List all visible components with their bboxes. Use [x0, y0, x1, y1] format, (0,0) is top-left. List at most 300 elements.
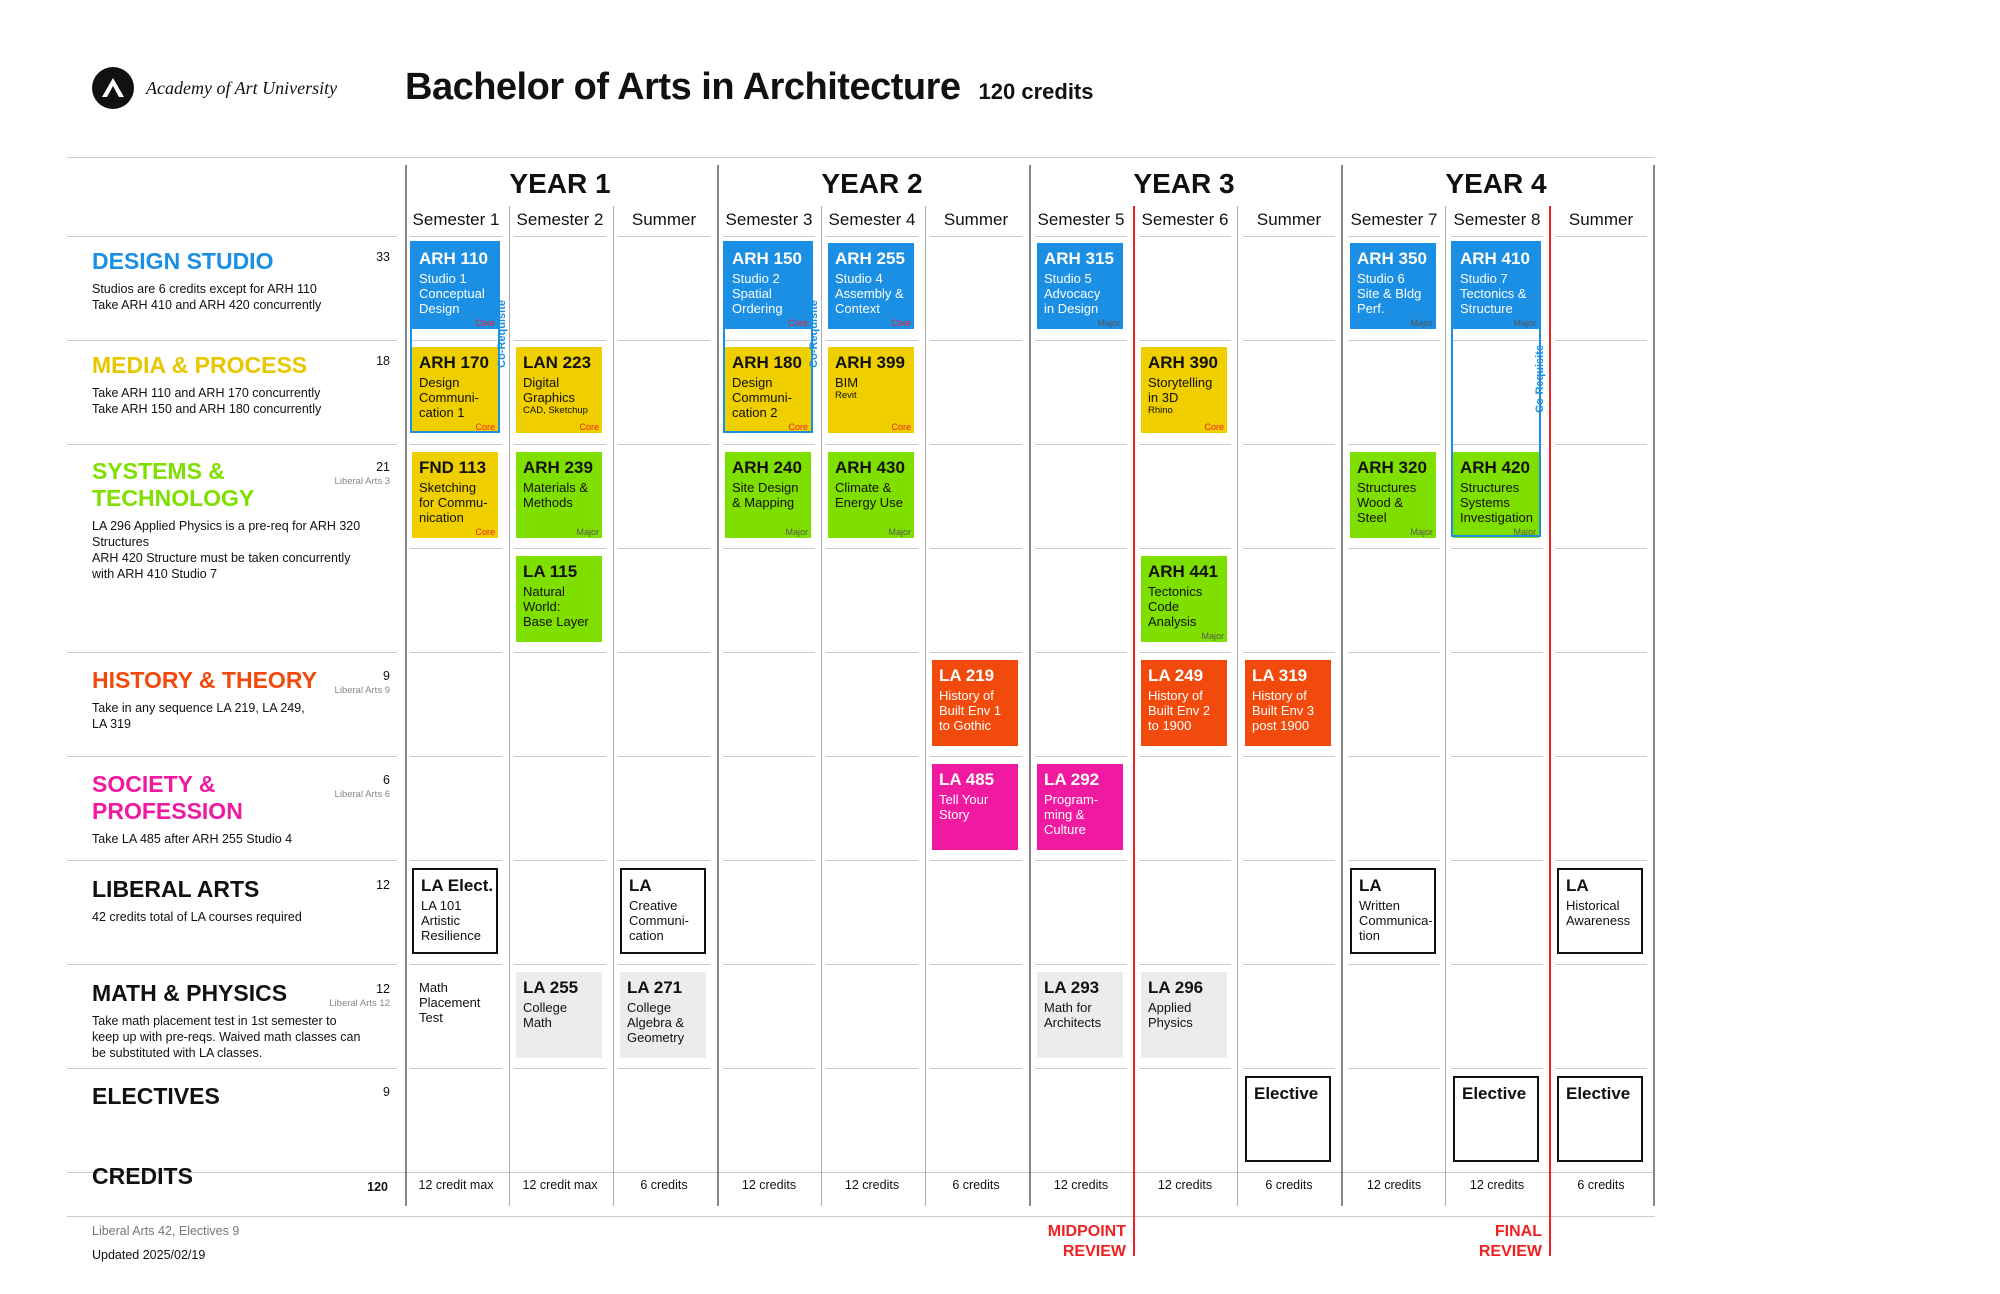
course-tag: Core — [475, 318, 495, 328]
row-divider-cell — [514, 548, 606, 549]
row-divider-cell — [930, 1068, 1022, 1069]
category-title: MEDIA & PROCESS — [92, 352, 308, 378]
row-divider-cell — [410, 236, 502, 237]
row-divider-cell — [1555, 860, 1647, 861]
credits-rule — [67, 1172, 1655, 1173]
row-divider-cell — [723, 860, 815, 861]
row-divider-cell — [1243, 1068, 1335, 1069]
course-tag: Major — [785, 527, 808, 537]
page-title: Bachelor of Arts in Architecture — [405, 66, 961, 108]
bottom-rule — [67, 1216, 1655, 1217]
course-code: Elective — [1462, 1084, 1527, 1103]
year-divider — [1341, 165, 1343, 1206]
course-software: Revit — [835, 390, 857, 401]
course-name: Materials & Methods — [523, 480, 589, 510]
category-note: Take in any sequence LA 219, LA 249, LA 319 — [92, 701, 305, 731]
course-name: Site Design & Mapping — [732, 480, 799, 510]
row-divider-cell — [410, 1068, 502, 1069]
course-name: BIM — [835, 375, 859, 390]
semester-heading: Semester 2 — [516, 210, 604, 229]
row-divider-cell — [1555, 236, 1647, 237]
course-card[interactable] — [1141, 972, 1227, 1058]
category-title: SOCIETY & PROFESSION — [92, 771, 243, 824]
course-name: Studio 7 Tectonics & Structure — [1460, 271, 1527, 316]
year-divider — [405, 165, 407, 1206]
row-divider-cell — [930, 652, 1022, 653]
course-name: Math for Architects — [1044, 1000, 1102, 1030]
row-divider-cell — [1555, 444, 1647, 445]
row-divider-cell — [1348, 548, 1440, 549]
course-name: Design Communi- cation 2 — [732, 375, 792, 420]
semester-heading: Semester 5 — [1037, 210, 1125, 229]
row-header — [92, 876, 392, 925]
row-divider-cell — [930, 964, 1022, 965]
category-title: ELECTIVES — [92, 1083, 220, 1109]
row-divider-cell — [826, 444, 918, 445]
row-divider-cell — [1348, 756, 1440, 757]
semester-heading: Semester 6 — [1141, 210, 1229, 229]
course-card[interactable] — [516, 972, 602, 1058]
course-name: Digital Graphics — [523, 375, 576, 405]
row-divider-cell — [618, 548, 710, 549]
course-card[interactable] — [620, 972, 706, 1058]
semester-credits: 12 credits — [1053, 1178, 1109, 1192]
course-code: ARH 350 — [1357, 249, 1427, 268]
semester-divider — [613, 206, 614, 1206]
row-divider-cell — [826, 860, 918, 861]
course-card[interactable] — [412, 972, 498, 1058]
course-name: Structures Wood & Steel — [1357, 480, 1417, 525]
row-divider-cell — [723, 652, 815, 653]
category-credits: 9 — [383, 669, 390, 683]
footer-updated: Updated 2025/02/19 — [92, 1248, 206, 1262]
course-code: ARH 240 — [732, 458, 802, 477]
category-title: HISTORY & THEORY — [92, 667, 317, 693]
row-divider-label — [67, 444, 397, 445]
row-divider-cell — [1035, 444, 1127, 445]
year-heading: YEAR 3 — [1133, 168, 1235, 199]
row-divider-cell — [514, 236, 606, 237]
category-note: Take math placement test in 1st semester to keep up with pre-reqs. Waived math classes can be substituted with LA classes. — [92, 1014, 361, 1060]
row-divider-cell — [1451, 964, 1543, 965]
row-divider-cell — [930, 236, 1022, 237]
row-divider-cell — [1243, 964, 1335, 965]
row-divider-cell — [514, 964, 606, 965]
row-divider-cell — [1451, 860, 1543, 861]
row-divider-cell — [930, 756, 1022, 757]
year-heading: YEAR 1 — [509, 168, 611, 199]
row-divider-cell — [1555, 756, 1647, 757]
course-code: Elective — [1254, 1084, 1319, 1103]
course-name: Creative Communi- cation — [629, 898, 689, 943]
row-divider-cell — [1243, 548, 1335, 549]
row-divider-cell — [618, 652, 710, 653]
row-divider-cell — [1243, 756, 1335, 757]
row-divider-cell — [1348, 444, 1440, 445]
course-card[interactable] — [725, 452, 811, 538]
course-card[interactable] — [620, 868, 706, 954]
university-logo — [92, 67, 337, 109]
course-name: LA 101 Artistic Resilience — [421, 898, 481, 943]
row-divider-cell — [410, 444, 502, 445]
row-divider-cell — [618, 340, 710, 341]
course-name: Math Placement Test — [419, 980, 481, 1025]
footer-la-summary: Liberal Arts 42, Electives 9 — [92, 1224, 240, 1238]
semester-divider — [1237, 206, 1238, 1206]
course-card[interactable] — [1037, 972, 1123, 1058]
row-divider-label — [67, 652, 397, 653]
course-card[interactable] — [828, 347, 914, 433]
course-name: Studio 2 Spatial Ordering — [732, 271, 783, 316]
row-divider-cell — [514, 652, 606, 653]
row-divider-label — [67, 964, 397, 965]
course-tag: Major — [1513, 527, 1536, 537]
row-divider-cell — [1243, 236, 1335, 237]
course-code: LA 271 — [627, 978, 683, 997]
row-divider-cell — [1555, 340, 1647, 341]
course-card[interactable] — [1350, 868, 1436, 954]
row-divider-cell — [826, 756, 918, 757]
year-heading: YEAR 2 — [821, 168, 923, 199]
course-card[interactable] — [828, 452, 914, 538]
semester-credits: 12 credit max — [418, 1178, 494, 1192]
row-divider-cell — [514, 860, 606, 861]
course-code: ARH 150 — [732, 249, 802, 268]
course-tag: Core — [579, 422, 599, 432]
category-credits: 12 — [376, 878, 390, 892]
category-note: LA 296 Applied Physics is a pre-req for ARH 320 Structures ARH 420 Structure must be taken concurrently with ARH 410 Studio 7 — [92, 519, 361, 581]
course-tag: Major — [888, 527, 911, 537]
row-divider-cell — [1139, 860, 1231, 861]
course-tag: Core — [788, 422, 808, 432]
row-divider-cell — [410, 652, 502, 653]
row-divider-label — [67, 756, 397, 757]
course-code: ARH 430 — [835, 458, 905, 477]
row-divider-cell — [1035, 964, 1127, 965]
course-name: Studio 1 Conceptual Design — [419, 271, 485, 316]
course-software: CAD, Sketchup — [523, 405, 588, 416]
semester-credits: 6 credits — [952, 1178, 1000, 1192]
semester-heading: Summer — [631, 210, 697, 229]
semester-heading: Summer — [1568, 210, 1634, 229]
final-review-label: FINAL REVIEW — [1478, 1223, 1542, 1260]
row-divider-cell — [930, 444, 1022, 445]
course-code: LA — [1359, 876, 1382, 895]
category-note: Take LA 485 after ARH 255 Studio 4 — [92, 832, 293, 846]
course-tag: Core — [891, 318, 911, 328]
corequisite-label: Co-Requisite — [496, 300, 508, 368]
semester-heading: Semester 4 — [828, 210, 916, 229]
row-divider-cell — [1555, 1068, 1647, 1069]
course-name: Tell Your Story — [939, 792, 989, 822]
row-divider-cell — [618, 756, 710, 757]
course-name: Historical Awareness — [1566, 898, 1631, 928]
row-divider-cell — [1139, 236, 1231, 237]
row-divider-cell — [1139, 756, 1231, 757]
course-card[interactable] — [1557, 868, 1643, 954]
row-divider-cell — [618, 444, 710, 445]
course-card[interactable] — [1245, 660, 1331, 746]
credits-label: CREDITS — [92, 1163, 193, 1189]
row-divider-cell — [1243, 444, 1335, 445]
course-code: ARH 170 — [419, 353, 489, 372]
course-tag: Major — [1410, 527, 1433, 537]
course-code: LA 292 — [1044, 770, 1100, 789]
course-code: ARH 239 — [523, 458, 593, 477]
category-note: 42 credits total of LA courses required — [92, 910, 302, 924]
row-divider-cell — [1243, 860, 1335, 861]
course-name: Storytelling in 3D — [1148, 375, 1213, 405]
row-divider-cell — [1555, 652, 1647, 653]
course-code: LA 115 — [523, 562, 578, 581]
row-divider-cell — [514, 444, 606, 445]
row-divider-cell — [1451, 236, 1543, 237]
course-code: LA 296 — [1148, 978, 1204, 997]
row-divider-cell — [618, 236, 710, 237]
row-divider-cell — [410, 964, 502, 965]
row-divider-cell — [1139, 340, 1231, 341]
course-name: Natural World: Base Layer — [523, 584, 589, 629]
course-code: LA 319 — [1252, 666, 1308, 685]
row-divider-cell — [1348, 652, 1440, 653]
total-credits: 120 credits — [978, 79, 1094, 104]
course-tag: Core — [475, 422, 495, 432]
semester-credits: 12 credits — [1469, 1178, 1525, 1192]
row-divider-cell — [1139, 1068, 1231, 1069]
semester-heading: Summer — [943, 210, 1009, 229]
credits-total: 120 — [367, 1180, 388, 1194]
category-title: DESIGN STUDIO — [92, 248, 274, 274]
course-code: LA — [629, 876, 652, 895]
semester-heading: Semester 1 — [412, 210, 500, 229]
course-card[interactable] — [1350, 243, 1436, 329]
row-divider-cell — [723, 964, 815, 965]
logo-icon — [92, 67, 134, 109]
course-code: ARH 410 — [1460, 249, 1530, 268]
category-title: LIBERAL ARTS — [92, 876, 260, 902]
row-divider-cell — [826, 1068, 918, 1069]
course-card[interactable] — [412, 452, 498, 538]
corequisite-bracket — [723, 241, 813, 433]
row-divider-cell — [1451, 652, 1543, 653]
course-name: Climate & Energy Use — [835, 480, 903, 510]
row-divider-label — [67, 236, 397, 237]
corequisite-label: Co-Requisite — [1534, 345, 1546, 413]
course-name: Written Communica- tion — [1359, 898, 1433, 943]
row-divider-cell — [1035, 1068, 1127, 1069]
row-divider-cell — [1555, 964, 1647, 965]
course-tag: Core — [475, 527, 495, 537]
row-divider-cell — [410, 756, 502, 757]
course-tag: Core — [1204, 422, 1224, 432]
row-divider-cell — [410, 548, 502, 549]
row-divider-label — [67, 860, 397, 861]
row-divider-cell — [514, 756, 606, 757]
row-divider-cell — [618, 860, 710, 861]
row-divider-cell — [930, 548, 1022, 549]
course-code: ARH 315 — [1044, 249, 1114, 268]
semester-divider — [821, 206, 822, 1206]
category-credits: 33 — [376, 250, 390, 264]
row-divider-cell — [826, 236, 918, 237]
row-divider-cell — [1035, 548, 1127, 549]
row-divider-cell — [1035, 652, 1127, 653]
row-divider-cell — [1139, 964, 1231, 965]
course-card[interactable] — [1141, 347, 1227, 433]
category-note: Take ARH 110 and ARH 170 concurrently Take ARH 150 and ARH 180 concurrently — [92, 386, 322, 416]
row-header — [92, 458, 392, 582]
row-divider-label — [67, 340, 397, 341]
course-name: Tectonics Code Analysis — [1148, 584, 1203, 629]
course-tag: Major — [1201, 631, 1224, 641]
semester-credits: 12 credits — [1366, 1178, 1422, 1192]
row-divider-cell — [723, 756, 815, 757]
course-software: Rhino — [1148, 405, 1173, 416]
row-divider-cell — [1243, 340, 1335, 341]
course-code: ARH 441 — [1148, 562, 1218, 581]
course-code: LA Elect. — [421, 876, 494, 895]
course-card[interactable] — [1453, 1076, 1539, 1162]
course-name: Design Communi- cation 1 — [419, 375, 479, 420]
course-name: History of Built Env 3 post 1900 — [1252, 688, 1315, 733]
course-name: Sketching for Commu- nication — [419, 480, 488, 525]
course-code: ARH 420 — [1460, 458, 1530, 477]
midpoint-review-label: MIDPOINT REVIEW — [1047, 1223, 1126, 1260]
course-card[interactable] — [1245, 1076, 1331, 1162]
row-header — [92, 980, 392, 1061]
row-divider-cell — [1451, 548, 1543, 549]
row-divider-cell — [1035, 340, 1127, 341]
row-divider-cell — [618, 1068, 710, 1069]
course-card[interactable] — [516, 452, 602, 538]
course-card[interactable] — [516, 556, 602, 642]
row-divider-label — [67, 1068, 397, 1069]
course-card[interactable] — [1141, 660, 1227, 746]
row-header — [92, 352, 392, 417]
midpoint-line — [1133, 206, 1135, 1256]
course-code: FND 113 — [419, 458, 487, 477]
course-card[interactable] — [1141, 556, 1227, 642]
course-tag: Core — [788, 318, 808, 328]
row-divider-cell — [723, 548, 815, 549]
course-tag: Major — [1097, 318, 1120, 328]
course-name: College Algebra & Geometry — [627, 1000, 685, 1045]
row-divider-cell — [410, 860, 502, 861]
semester-credits: 12 credits — [1157, 1178, 1213, 1192]
category-credits: 18 — [376, 354, 390, 368]
logo-text: Academy of Art University — [146, 77, 338, 98]
row-divider-cell — [1035, 860, 1127, 861]
course-code: LA — [1566, 876, 1589, 895]
row-divider-cell — [1035, 756, 1127, 757]
semester-divider — [1445, 206, 1446, 1206]
course-name: History of Built Env 1 to Gothic — [939, 688, 1002, 733]
semester-heading: Summer — [1256, 210, 1322, 229]
row-divider-cell — [1243, 652, 1335, 653]
course-card[interactable] — [932, 660, 1018, 746]
row-divider-cell — [1348, 1068, 1440, 1069]
course-name: Studio 4 Assembly & Context — [835, 271, 904, 316]
course-card[interactable] — [1037, 243, 1123, 329]
row-divider-cell — [514, 1068, 606, 1069]
row-divider-cell — [826, 652, 918, 653]
row-divider-cell — [1348, 340, 1440, 341]
row-divider-cell — [826, 340, 918, 341]
course-tag: Core — [891, 422, 911, 432]
course-card[interactable] — [1350, 452, 1436, 538]
category-title: MATH & PHYSICS — [92, 980, 288, 1006]
course-card[interactable] — [932, 764, 1018, 850]
row-divider-cell — [1139, 652, 1231, 653]
row-divider-cell — [930, 340, 1022, 341]
course-name: Studio 5 Advocacy in Design — [1044, 271, 1101, 316]
row-divider-cell — [723, 236, 815, 237]
semester-heading: Semester 3 — [725, 210, 813, 229]
semester-divider — [925, 206, 926, 1206]
row-divider-cell — [1348, 860, 1440, 861]
semester-credits: 12 credits — [741, 1178, 797, 1192]
course-card[interactable] — [1037, 764, 1123, 850]
category-subnote: Liberal Arts 3 — [334, 476, 390, 487]
category-credits: 12 — [376, 982, 390, 996]
course-code: LA 485 — [939, 770, 995, 789]
page-title-block — [405, 66, 1094, 109]
row-divider-cell — [826, 548, 918, 549]
course-card[interactable] — [828, 243, 914, 329]
course-name: Program- ming & Culture — [1044, 792, 1099, 837]
semester-heading: Semester 8 — [1453, 210, 1541, 229]
semester-heading: Semester 7 — [1350, 210, 1438, 229]
row-divider-cell — [1348, 964, 1440, 965]
course-name: Structures Systems Investigation — [1460, 480, 1533, 525]
course-code: ARH 180 — [732, 353, 802, 372]
semester-credits: 6 credits — [1577, 1178, 1625, 1192]
category-subnote: Liberal Arts 6 — [334, 789, 390, 800]
row-divider-cell — [618, 964, 710, 965]
year-heading: YEAR 4 — [1445, 168, 1547, 199]
course-card[interactable] — [412, 868, 498, 954]
course-code: ARH 390 — [1148, 353, 1218, 372]
row-divider-cell — [1451, 1068, 1543, 1069]
course-card[interactable] — [1557, 1076, 1643, 1162]
course-code: LAN 223 — [523, 353, 592, 372]
course-card[interactable] — [516, 347, 602, 433]
course-code: LA 255 — [523, 978, 579, 997]
year-divider — [717, 165, 719, 1206]
course-tag: Major — [1410, 318, 1433, 328]
corequisite-bracket — [410, 241, 500, 433]
category-title: SYSTEMS & TECHNOLOGY — [92, 458, 255, 511]
category-note: Studios are 6 credits except for ARH 110 Take ARH 410 and ARH 420 concurrently — [92, 282, 322, 312]
course-tag: Major — [1513, 318, 1536, 328]
row-divider-cell — [1139, 548, 1231, 549]
row-divider-cell — [1139, 444, 1231, 445]
row-divider-cell — [723, 444, 815, 445]
semester-credits: 6 credits — [1265, 1178, 1313, 1192]
course-name: Studio 6 Site & Bldg Perf. — [1357, 271, 1422, 316]
row-divider-cell — [1451, 756, 1543, 757]
category-credits: 9 — [383, 1085, 390, 1099]
course-code: ARH 255 — [835, 249, 905, 268]
course-code: ARH 399 — [835, 353, 905, 372]
course-code: ARH 110 — [419, 249, 488, 268]
row-header — [92, 667, 392, 732]
course-code: LA 219 — [939, 666, 995, 685]
course-code: Elective — [1566, 1084, 1631, 1103]
category-subnote: Liberal Arts 12 — [329, 998, 390, 1009]
course-code: LA 293 — [1044, 978, 1100, 997]
semester-divider — [509, 206, 510, 1206]
